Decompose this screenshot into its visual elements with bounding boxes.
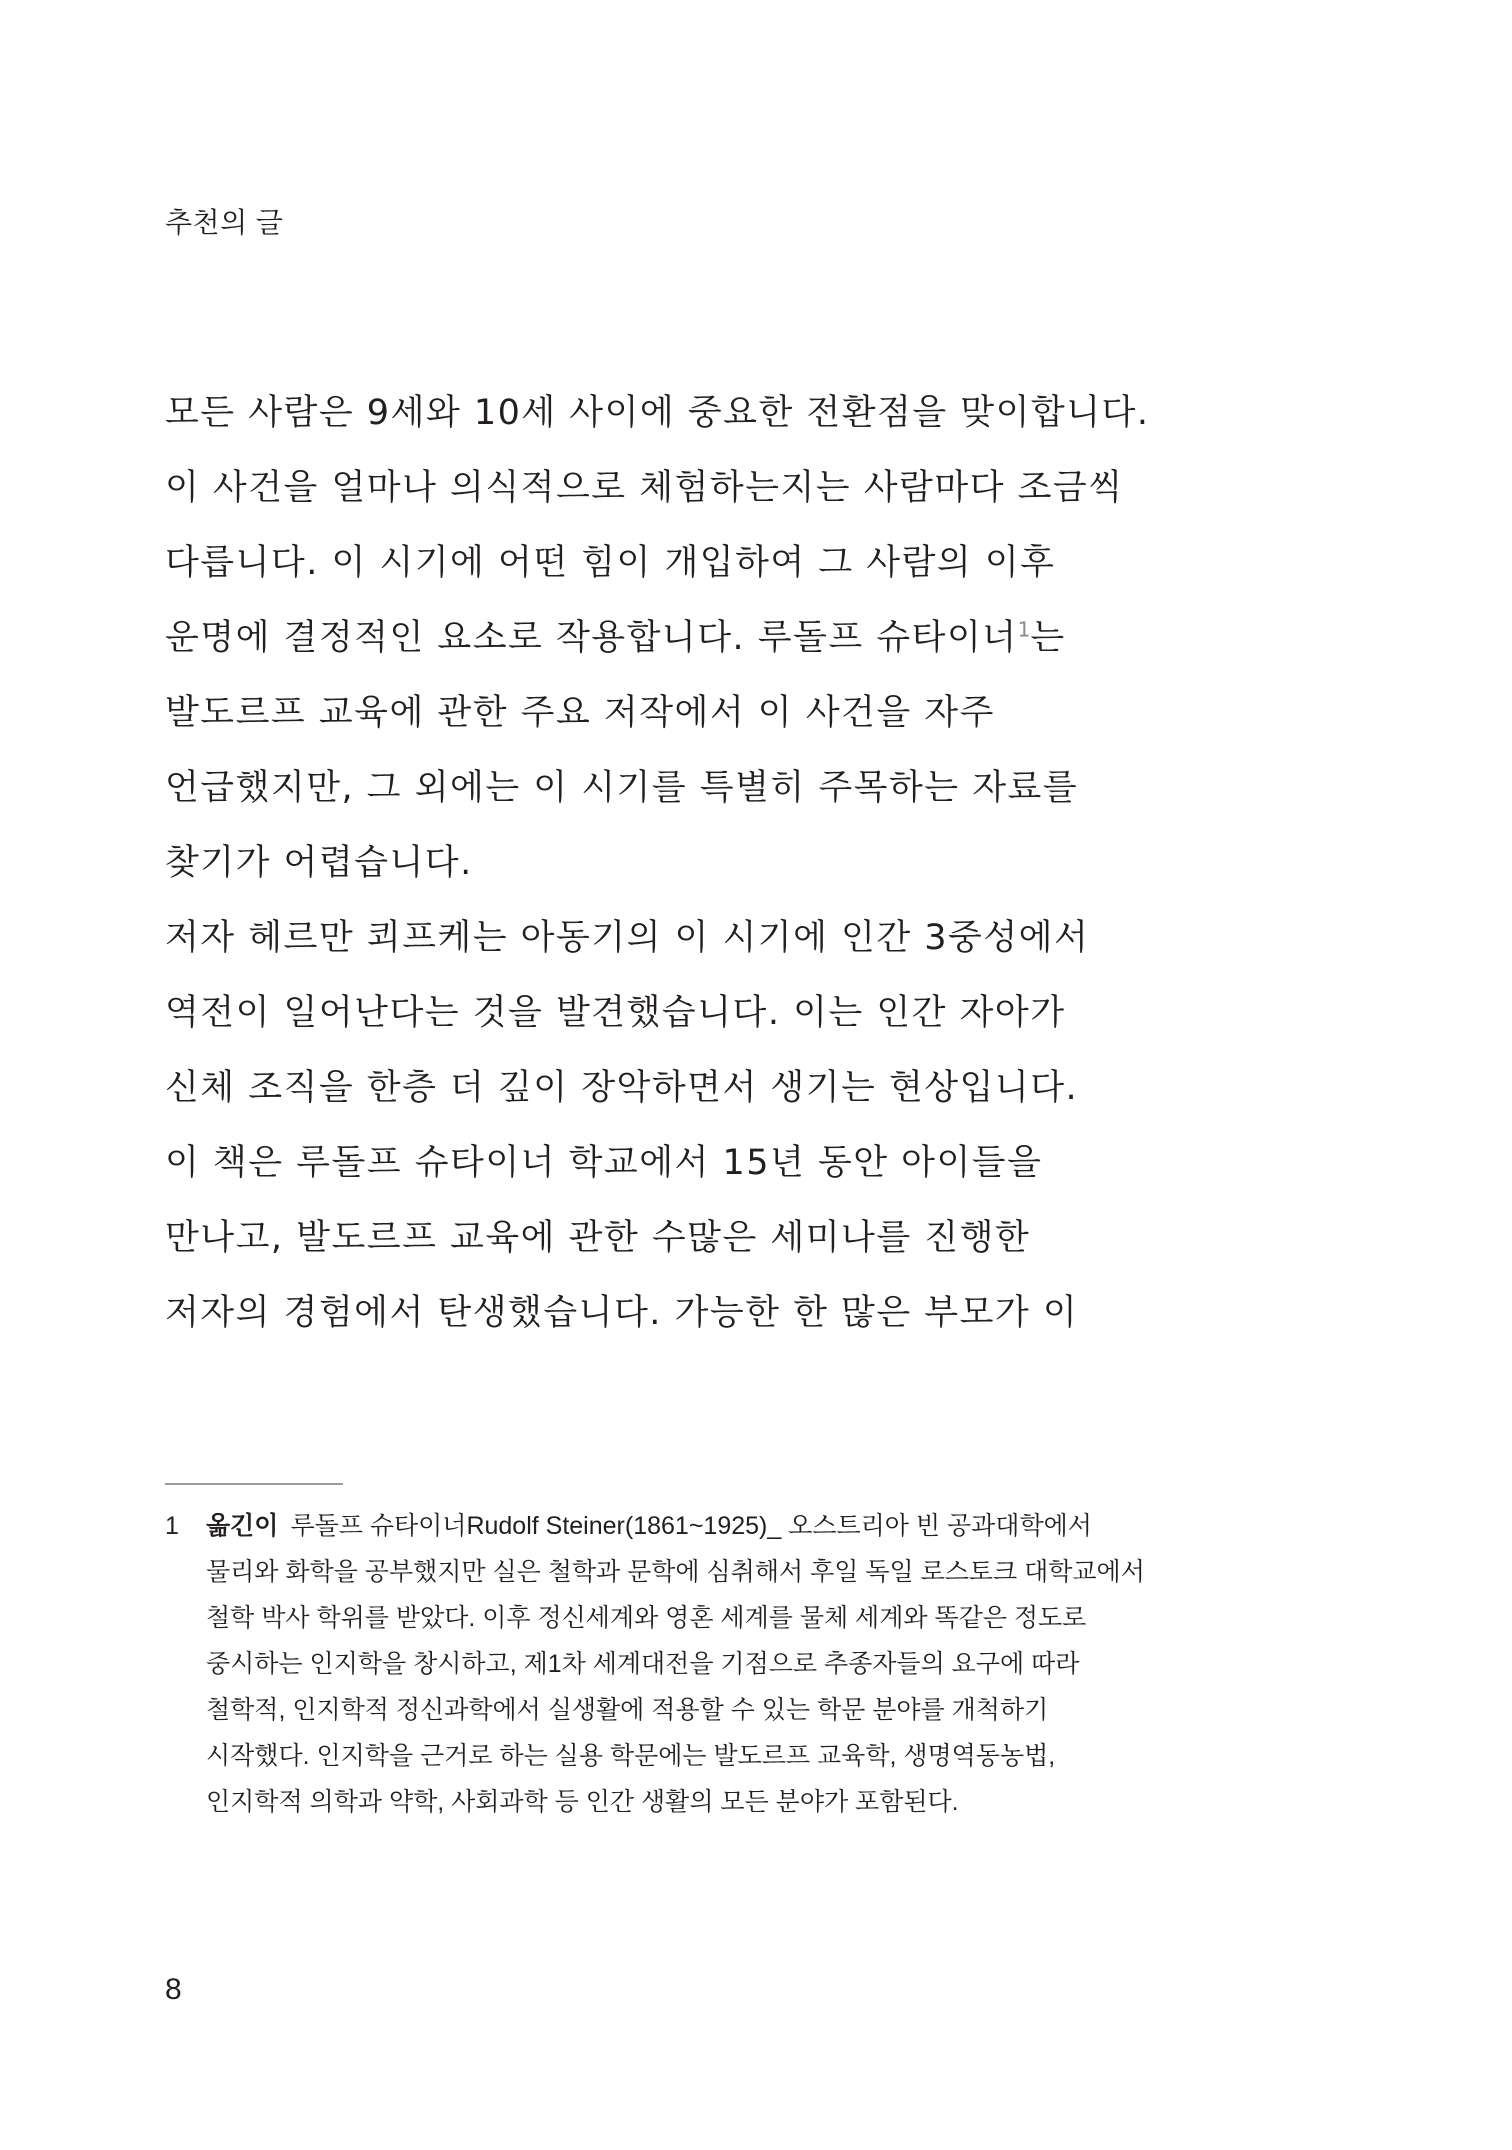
footnote-body	[206, 1503, 1266, 1825]
footnote-line: 중시하는 인지학을 창시하고, 제1차 세계대전을 기점으로 추종자들의 요구에 따라	[206, 1650, 1080, 1678]
body-line: 저자의 경험에서 탄생했습니다. 가능한 한 많은 부모가 이	[165, 1293, 1079, 1333]
footnote-reference[interactable]: 1	[1017, 617, 1031, 642]
body-line: 역전이 일어난다는 것을 발견했습니다. 이는 인간 자아가	[165, 993, 1066, 1033]
body-line-text: 는	[1030, 618, 1066, 658]
footnote-line: 철학적, 인지학적 정신과학에서 실생활에 적용할 수 있는 학문 분야를 개척하기	[206, 1696, 1049, 1724]
body-line-with-footnote	[165, 601, 1245, 676]
body-line: 모든 사람은 9세와 10세 사이에 중요한 전환점을 맞이합니다.	[165, 393, 1150, 433]
footnote-line-text: 루돌프 슈타이너Rudolf Steiner(1861~1925)_ 오스트리아 빈 공과대학에서	[290, 1512, 1092, 1540]
body-line: 발도르프 교육에 관한 주요 저작에서 이 사건을 자주	[165, 693, 995, 733]
body-line-text: 운명에 결정적인 요소로 작용합니다. 루돌프 슈타이너	[165, 618, 1018, 658]
body-paragraph	[165, 376, 1245, 1351]
body-line: 이 사건을 얼마나 의식적으로 체험하는지는 사람마다 조금씩	[165, 468, 1124, 508]
footnote-line	[206, 1503, 1266, 1549]
section-label: 추천의 글	[165, 207, 284, 238]
footnote-line: 인지학적 의학과 약학, 사회과학 등 인간 생활의 모든 분야가 포함된다.	[206, 1788, 959, 1816]
body-line: 만나고, 발도르프 교육에 관한 수많은 세미나를 진행한	[165, 1218, 1031, 1258]
footnote-divider	[165, 1483, 343, 1485]
body-line: 언급했지만, 그 외에는 이 시기를 특별히 주목하는 자료를	[165, 768, 1079, 808]
footnote-line: 철학 박사 학위를 받았다. 이후 정신세계와 영혼 세계를 물체 세계와 똑같은 정도로	[206, 1604, 1087, 1632]
body-line: 찾기가 어렵습니다.	[165, 843, 473, 883]
footnote-label: 옮긴이	[206, 1512, 279, 1540]
footnote-line: 물리와 화학을 공부했지만 실은 철학과 문학에 심취해서 후일 독일 로스토크 대학교에서	[206, 1558, 1145, 1586]
footnote-number: 1	[165, 1512, 179, 1540]
body-line: 저자 헤르만 쾨프케는 아동기의 이 시기에 인간 3중성에서	[165, 918, 1090, 958]
page-number: 8	[165, 1973, 182, 2006]
footnote-line: 시작했다. 인지학을 근거로 하는 실용 학문에는 발도르프 교육학, 생명역동농법,	[206, 1742, 1056, 1770]
body-line: 이 책은 루돌프 슈타이너 학교에서 15년 동안 아이들을	[165, 1143, 1043, 1183]
body-line: 다릅니다. 이 시기에 어떤 힘이 개입하여 그 사람의 이후	[165, 543, 1056, 583]
body-line: 신체 조직을 한층 더 깊이 장악하면서 생기는 현상입니다.	[165, 1068, 1079, 1108]
